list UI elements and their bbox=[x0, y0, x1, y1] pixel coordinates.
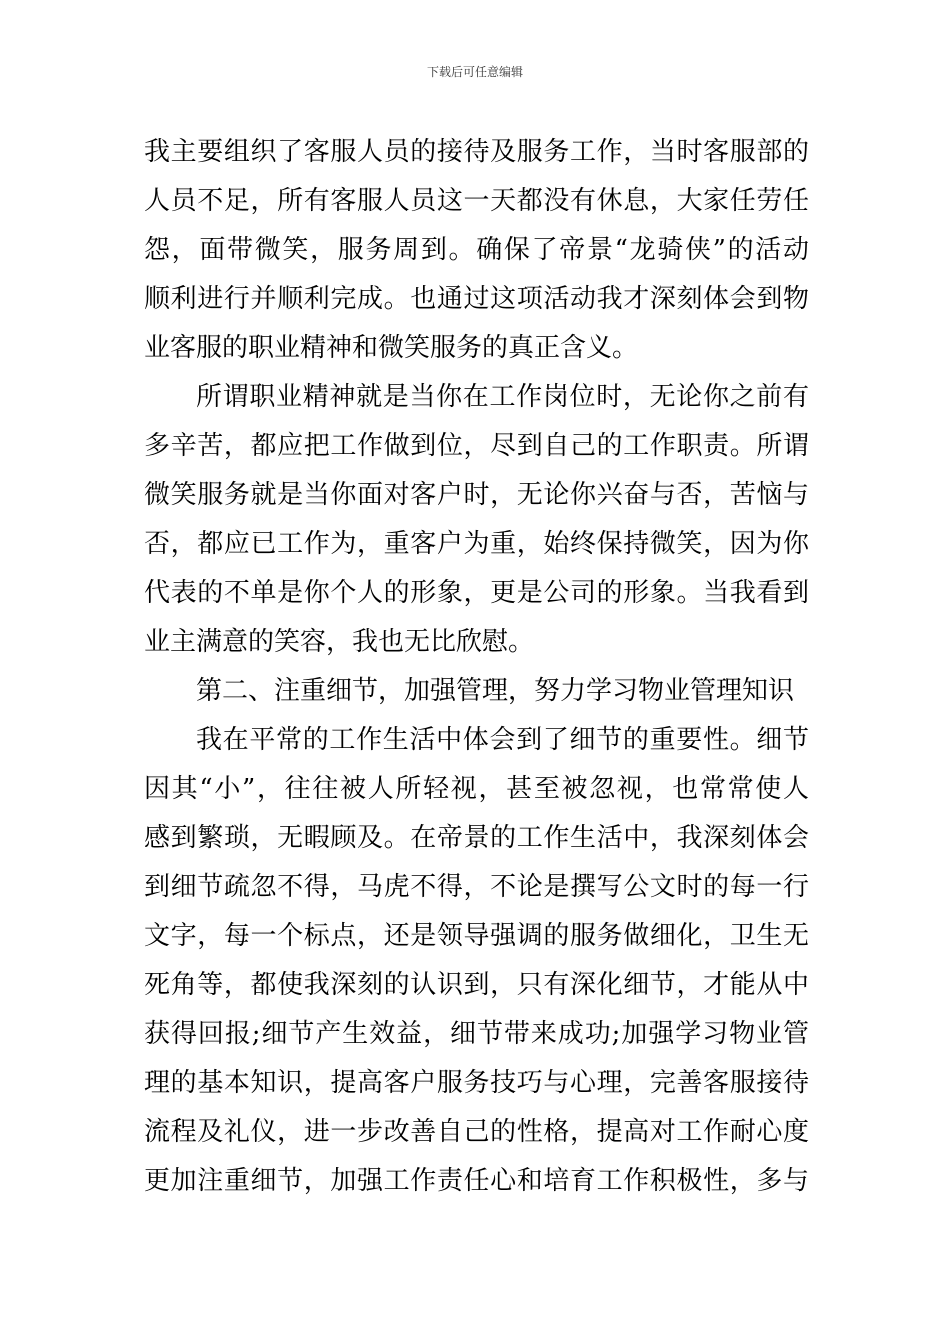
text-line: 获得回报;细节产生效益，细节带来成功;加强学习物业管 bbox=[144, 1019, 809, 1049]
text-line: 流程及礼仪，进一步改善自己的性格，提高对工作耐心度 bbox=[144, 1117, 809, 1147]
text-line: 顺利进行并顺利完成。也通过这项活动我才深刻体会到物 bbox=[144, 284, 809, 314]
text-line: 怨，面带微笑，服务周到。确保了帝景“龙骑侠”的活动 bbox=[144, 235, 809, 265]
text-line: 业客服的职业精神和微笑服务的真正含义。 bbox=[144, 333, 639, 363]
text-line: 死角等，都使我深刻的认识到，只有深化细节，才能从中 bbox=[144, 970, 809, 1000]
text-line: 到细节疏忽不得，马虎不得，不论是撰写公文时的每一行 bbox=[144, 872, 809, 902]
page-header: 下载后可任意编辑 bbox=[426, 65, 523, 79]
section-heading: 第二、注重细节，加强管理，努力学习物业管理知识 bbox=[196, 676, 795, 706]
text-line: 多辛苦，都应把工作做到位，尽到自己的工作职责。所谓 bbox=[144, 431, 809, 461]
text-line: 感到繁琐，无暇顾及。在帝景的工作生活中，我深刻体会 bbox=[144, 823, 809, 853]
text-line: 否，都应已工作为，重客户为重，始终保持微笑，因为你 bbox=[144, 529, 809, 559]
text-line: 业主满意的笑容，我也无比欣慰。 bbox=[144, 627, 535, 657]
text-line: 人员不足，所有客服人员这一天都没有休息，大家任劳任 bbox=[144, 186, 809, 216]
text-line: 我主要组织了客服人员的接待及服务工作，当时客服部的 bbox=[144, 137, 809, 167]
document-body bbox=[144, 128, 809, 1206]
text-line: 更加注重细节，加强工作责任心和培育工作积极性，多与 bbox=[144, 1166, 809, 1196]
text-line: 所谓职业精神就是当你在工作岗位时，无论你之前有 bbox=[196, 382, 809, 412]
text-line: 因其“小”，往往被人所轻视，甚至被忽视，也常常使人 bbox=[144, 774, 809, 804]
text-line: 我在平常的工作生活中体会到了细节的重要性。细节 bbox=[196, 725, 809, 755]
text-line: 文字，每一个标点，还是领导强调的服务做细化，卫生无 bbox=[144, 921, 809, 951]
text-line: 代表的不单是你个人的形象，更是公司的形象。当我看到 bbox=[144, 578, 809, 608]
text-line: 理的基本知识，提高客户服务技巧与心理，完善客服接待 bbox=[144, 1068, 809, 1098]
text-line: 微笑服务就是当你面对客户时，无论你兴奋与否，苦恼与 bbox=[144, 480, 809, 510]
